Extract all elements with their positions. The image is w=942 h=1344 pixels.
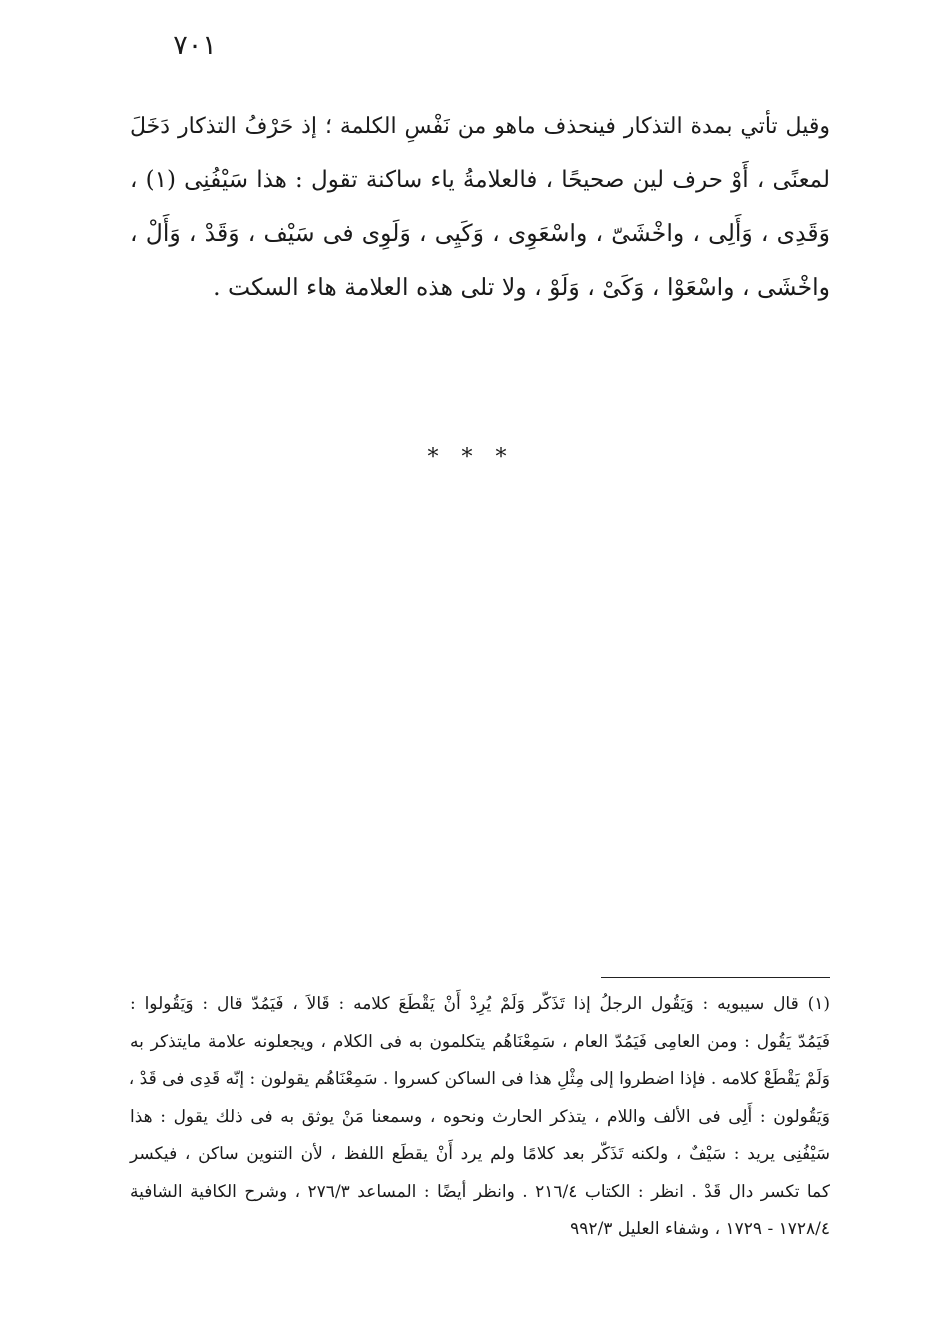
footnote-line: (١) قال سيبويه : وَيَقُول الرجلُ إذا تَذَكّر وَلَمْ يُرِدْ أَنْ يَقْطَعَ كلامه : قَالاَ ، فَيَمُدّ قال : وَيَقُولوا : bbox=[130, 994, 830, 1014]
body-line: لمعنًى ، أَوْ حرف لين صحيحًا ، فالعلامةُ ياء ساكنة تقول : هذا سَيْفُنِى (١) ، bbox=[130, 166, 830, 193]
footnote-line: ١٧٢٨/٤ - ١٧٢٩ ، وشفاء العليل ٩٩٢/٣ bbox=[570, 1219, 830, 1239]
body-line: وقيل تأتي بمدة التذكار فينحذف ماهو من نَفْسِ الكلمة ؛ إذ حَرْفُ التذكار دَخَلَ bbox=[130, 114, 830, 139]
page-number: ٧٠١ bbox=[173, 30, 217, 61]
body-line: وَقَدِى ، وَأَلِى ، واخْشَىّ ، واسْعَوِى ، وَكَيِى ، وَلَوِى فى سَيْف ، وَقَدْ ، وَأَلْ ، bbox=[130, 219, 830, 247]
footnote-divider bbox=[601, 977, 830, 978]
footnote-line: وَيَقُولون : أَلِى فى الألف واللام ، يتذكر الحارث ونحوه ، وسمعنا مَنْ يوثق به فى ذلك يقول : هذا bbox=[130, 1106, 830, 1127]
body-line: واخْشَى ، واسْعَوْا ، وَكَىْ ، وَلَوْ ، ولا تلى هذه العلامة هاء السكت . bbox=[213, 272, 830, 301]
footnote-line: سَيْفُنِى يريد : سَيْفٌ ، ولكنه تَذَكّر بعد كلامًا ولم يرد أَنْ يقطَع اللفظ ، لأن التنوين ساكن ، فيكسر bbox=[130, 1144, 830, 1164]
section-break-asterisks: * * * bbox=[427, 445, 515, 470]
footnote-line: كما تكسر دال قَدْ . انظر : الكتاب ٢١٦/٤ . وانظر أيضًا : المساعد ٢٧٦/٣ ، وشرح الكافية الشافية bbox=[130, 1181, 830, 1202]
footnote-line: وَلَمْ يَقْطَعْ كلامه . فإذا اضطروا إلى مِثْلِ هذا فى الساكن كسروا . سَمِعْنَاهُم يقولون : إنّه قَدِى فى قَدْ ، bbox=[128, 1069, 830, 1089]
footnote-block bbox=[130, 986, 830, 1249]
main-paragraph bbox=[130, 100, 830, 314]
footnote-line: فَيَمُدّ يَقُول : ومن العامِى فَيَمُدّ العام ، سَمِعْنَاهُم يتكلمون به فى الكلام ، ويجعلونه علامة مايتذكر به bbox=[130, 1031, 830, 1052]
